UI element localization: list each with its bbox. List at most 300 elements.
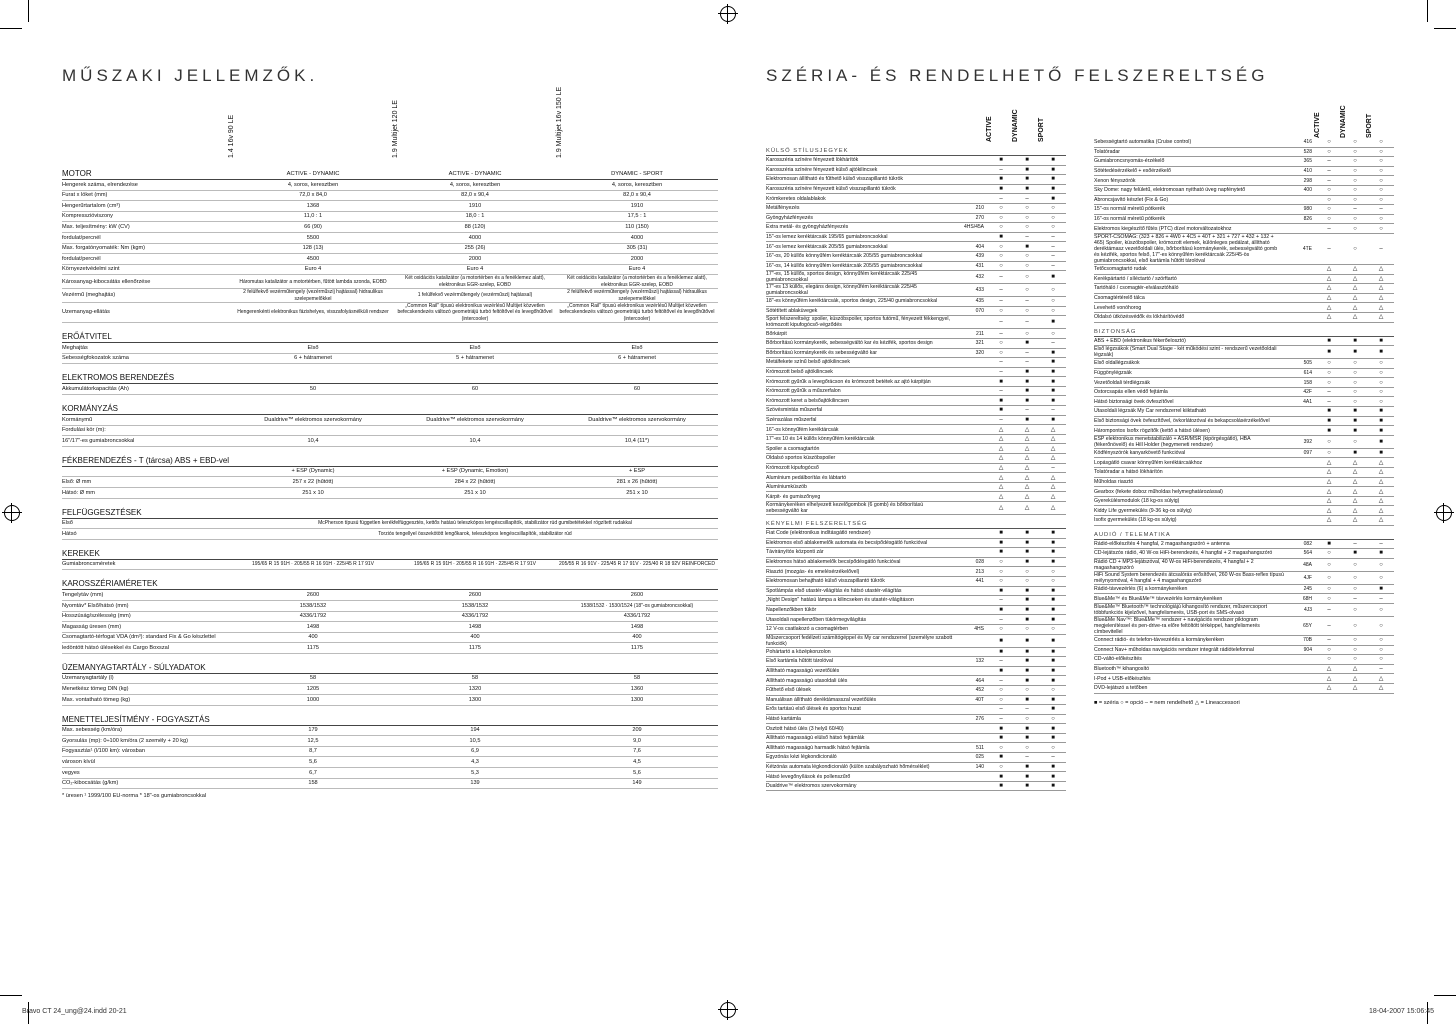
equipment-label: Sebességtartó automatika (Cruise control) [1094,139,1192,146]
spec-label: Gyorsulás (mp): 0÷100 km/óra (2 személy + 20 kg) [62,737,189,744]
option-code: 4TE [1302,245,1312,252]
spec-row [62,726,718,737]
availability-dynamic: △ [1352,517,1358,524]
equipment-row [766,387,1066,397]
availability-sport: ■ [1379,337,1383,344]
availability-sport: ○ [1051,626,1055,633]
availability-active: – [1327,168,1331,175]
availability-dynamic: ○ [1353,606,1357,613]
equipment-row [766,358,1066,368]
availability-dynamic: ○ [1353,637,1357,644]
spec-row [62,633,718,644]
equipment-label: Csomagtértérelő tálca [1094,295,1145,302]
availability-sport: ○ [1379,646,1383,653]
availability-dynamic: ■ [1025,773,1029,780]
option-code: 511 [976,744,984,751]
equipment-row [766,763,1066,773]
availability-dynamic: ■ [1025,176,1029,183]
option-code: 42F [1303,389,1312,396]
spec-value: 4000 [630,234,644,241]
option-code: 213 [975,568,984,575]
equipment-label: Szövésmintás műszerfal [766,407,823,414]
spec-column-header: ACTIVE - DYNAMIC [448,171,502,177]
equipment-row [766,635,1066,648]
availability-active: ■ [999,539,1003,546]
availability-dynamic: ○ [1025,568,1029,575]
equipment-label: Krómozott kipufogócső [766,464,819,471]
availability-dynamic: ■ [1025,597,1029,604]
spec-value: Euro 4 [628,266,646,273]
availability-dynamic: ○ [1353,158,1357,165]
equipment-row [766,596,1066,606]
equipment-row [766,396,1066,406]
availability-active: – [999,677,1003,684]
spec-value: 66 (90) [304,223,322,230]
availability-active: ○ [1327,206,1331,213]
spec-value: 11,0 : 1 [303,213,323,220]
availability-active: ○ [1327,550,1331,557]
availability-sport: ○ [1051,205,1055,212]
crop-mark [0,28,22,29]
availability-active: ○ [999,243,1003,250]
availability-active: △ [1326,685,1332,692]
equipment-row [766,349,1066,359]
equipment-label: Oldalsó ütközésvédők és lökhárítóvédő [1094,314,1185,321]
equipment-row [766,483,1066,493]
equipment-row [766,307,1066,317]
equipment-row [766,734,1066,744]
availability-active: ○ [999,205,1003,212]
equipment-row [1094,655,1394,665]
availability-active: △ [1326,488,1332,495]
spec-label: Hátsó [62,530,77,537]
availability-sport: – [1051,243,1055,250]
spec-value: 4, soros, keresztben [287,181,339,188]
spec-row [62,275,718,289]
availability-sport: ○ [1379,216,1383,223]
availability-dynamic: ■ [1025,186,1029,193]
spec-footnote: * üresen ¹ 1999/100 EU-norma * 18"-os gumiabroncsokkal [62,793,207,800]
spec-row [62,303,718,323]
availability-dynamic: – [1025,298,1029,305]
equipment-row [766,233,1066,243]
availability-active: – [1327,398,1331,405]
availability-dynamic: – [1025,349,1029,356]
availability-dynamic: ■ [1025,735,1029,742]
availability-sport: △ [1050,474,1056,481]
availability-dynamic: △ [1024,464,1030,471]
availability-sport: – [1051,754,1055,761]
equipment-row [1094,585,1394,595]
availability-dynamic: ■ [1025,559,1029,566]
availability-sport: ■ [1051,368,1055,375]
availability-active: ■ [999,725,1003,732]
equipment-row [766,587,1066,597]
availability-active: – [1327,622,1331,629]
availability-dynamic: ■ [1353,427,1357,434]
equipment-row [766,454,1066,464]
spec-value: 17,5 : 1 [627,213,647,220]
option-code: 070 [975,308,984,315]
availability-sport: △ [1050,455,1056,462]
availability-dynamic: ■ [1025,677,1029,684]
availability-active: ○ [1327,656,1331,663]
spec-value: 18,0 : 1 [465,213,485,220]
equipment-row [766,252,1066,262]
availability-active: △ [1326,459,1332,466]
equipment-label: ABS + EBD (elektronikus fékerőelosztó) [1094,337,1186,344]
option-code: 210 [975,205,984,212]
option-code: 132 [975,658,984,665]
spec-value: 400 [632,634,642,641]
option-code: 404 [975,243,984,250]
equipment-label: Connect Nav+ műholdas navigációs rendszer integrált rádiótelefonnal [1094,646,1254,653]
availability-dynamic: ○ [1025,715,1029,722]
spec-value: 158 [308,780,318,787]
equipment-label: 18"-es könnyűfém keréktárcsák, sportos design, 225/40 gumiabroncsokkal [766,298,938,305]
equipment-row [766,204,1066,214]
availability-sport: ■ [1051,559,1055,566]
equipment-table-left [766,92,1066,791]
equipment-label: „Night Design" hatású lámpa a kilincseken és utastér-világításon [766,597,914,604]
availability-sport: – [1051,464,1055,471]
availability-dynamic: △ [1352,295,1358,302]
availability-dynamic: – [1025,359,1029,366]
availability-dynamic: ○ [1353,622,1357,629]
spec-label: Furat x löket (mm) [62,192,108,199]
spec-row [62,736,718,747]
availability-dynamic: ○ [1025,578,1029,585]
availability-dynamic: ○ [1353,438,1357,445]
equipment-label: Gumiabroncsnyomás-érzékelő [1094,158,1165,165]
availability-sport: ■ [1051,668,1055,675]
availability-dynamic: △ [1352,675,1358,682]
availability-sport: ■ [1051,359,1055,366]
availability-dynamic: △ [1352,304,1358,311]
availability-dynamic: △ [1024,436,1030,443]
availability-dynamic: ○ [1353,245,1357,252]
registration-mark [720,6,736,22]
spec-value: 284 x 22 (hűtött) [454,478,496,485]
availability-active: △ [998,436,1004,443]
spec-value: 5500 [306,234,320,241]
availability-dynamic: ■ [1025,763,1029,770]
spec-value: 2600 [468,591,482,598]
equipment-label: Sky Dome: nagy felületű, elektromosan nyitható üveg napfénytető [1094,187,1246,194]
spec-row [62,191,718,202]
availability-active: ○ [999,559,1003,566]
equipment-row [766,782,1066,792]
availability-active: ○ [999,744,1003,751]
availability-sport: △ [1378,517,1384,524]
spec-value: 4,3 [471,759,479,766]
availability-dynamic: ■ [1025,587,1029,594]
spec-value: 2 felülfekvő vezérműtengely (vezérműszíj hajtással) hidraulikus szelepemelőkkel [243,289,383,302]
equipment-row [1094,148,1394,158]
equipment-row [1094,449,1394,459]
spec-row [62,560,718,571]
equipment-label: Állítható magasságú harmadik hátsó fejtámla [766,744,870,751]
availability-sport: ○ [1051,687,1055,694]
availability-dynamic: ○ [1353,586,1357,593]
spec-label: fordulat/percnél [62,234,101,241]
availability-sport: ■ [1051,549,1055,556]
option-code: 441 [975,578,984,585]
spec-value: 195/65 R 15 91H · 205/55 R 16 91H · 225/45 R 17 91V [413,561,537,568]
equipment-label: 16"-os lemez keréktárcsák 205/55 gumiabroncsokkal [766,243,888,250]
spec-column-header: DYNAMIC - SPORT [611,171,663,177]
spec-value: 149 [632,780,642,787]
equipment-label: Műszercsoport fedélzeti számítógéppel és My car rendszerrel (személyre szabott funkciók) [766,634,953,647]
spec-value: 6 + hátramenet [294,355,332,362]
availability-dynamic: △ [1352,285,1358,292]
availability-dynamic: △ [1352,314,1358,321]
availability-dynamic: ○ [1353,216,1357,223]
spec-label: Üzemanyag-ellátás [62,309,110,316]
availability-sport: ○ [1051,578,1055,585]
spec-label: Fordulási kör (m): [62,427,106,434]
registration-mark [720,1002,736,1018]
engine-column-3: 1.9 Multijet 16v 150 LE [556,86,563,158]
equipment-label: Krómozott belső ajtókilincsek [766,368,833,375]
option-code: 4A1 [1303,398,1312,405]
availability-dynamic: ■ [1353,337,1357,344]
equipment-row [766,368,1066,378]
spec-value: 400 [308,634,318,641]
spec-value: 1320 [468,686,482,693]
availability-sport: ■ [1051,349,1055,356]
option-code: 4HS/45A [963,224,984,231]
equipment-label: Spoiler a csomagtartón [766,445,820,452]
equipment-row [1094,572,1394,585]
spec-label: ledöntött hátsó ülésekkel és Cargo Boxszal [62,644,169,651]
spec-value: 128 (13) [302,245,324,252]
spec-label: Károsanyag-kibocsátás ellenőrzése [62,278,151,285]
spec-value: 8,7 [309,748,317,755]
availability-dynamic: △ [1024,505,1030,511]
availability-active: ○ [999,224,1003,231]
option-code: 48A [1303,561,1312,568]
availability-sport: △ [1050,436,1056,443]
legend: ■ = széria ○ = opció – = nem rendelhető △ = Lineaccessori [1094,699,1240,706]
spec-value: 1498 [468,623,482,630]
availability-sport: △ [1378,304,1384,311]
availability-sport: ■ [1051,773,1055,780]
availability-sport: ○ [1379,622,1383,629]
spec-row [62,343,718,354]
availability-dynamic: ○ [1353,398,1357,405]
equipment-row [766,473,1066,483]
availability-active: – [999,416,1003,423]
availability-dynamic: ○ [1353,148,1357,155]
spec-label: Fogyasztás¹ (l/100 km): városban [62,748,146,755]
equipment-label: Hátsó levegőnyílások és pollenszűrő [766,773,851,780]
spec-value: 1205 [306,686,320,693]
spec-value: 195/65 R 15 91H · 205/55 R 16 91H · 225/45 R 17 91V [251,561,375,568]
spec-value: „Common Rail" típusú elektronikus vezérlésű Multijet közvetlen befecskendezés változó geometriájú turbó feltöltővel és levegőhűtővel (intercooler) [397,302,553,322]
equipment-label: Abroncsjavító készlet (Fix & Go) [1094,196,1169,203]
equipment-label: Erős tartású első ülések és sportos huzat [766,706,861,713]
spec-row [62,212,718,223]
equipment-row [766,648,1066,658]
availability-active: ○ [999,568,1003,575]
availability-dynamic: ■ [1025,607,1029,614]
availability-active: ■ [999,754,1003,761]
availability-dynamic: △ [1352,498,1358,505]
spec-section-title: MOTOR ACTIVE - DYNAMIC ACTIVE - DYNAMIC DYNAMIC - SPORT [62,169,718,180]
spec-row [62,488,718,499]
availability-sport: ■ [1051,157,1055,164]
availability-dynamic: ○ [1353,389,1357,396]
availability-active: ○ [1327,360,1331,367]
spec-value: 4336/1792 [299,613,327,620]
availability-dynamic: ○ [1025,274,1029,281]
spec-value: 5 + hátramenet [456,355,494,362]
spec-value: 5,6 [633,769,641,776]
availability-dynamic: ■ [1025,166,1029,173]
slug-right: 18-04-2007 15:06:45 [1369,1008,1434,1015]
equipment-row [766,316,1066,329]
equipment-row [766,435,1066,445]
spec-label: Magasság üresen (mm) [62,623,122,630]
equipment-label: Extra metál- és gyöngyházfényezés [766,224,849,231]
spec-value: 1910 [468,202,482,209]
equipment-label: 12 V-os csatlakozó a csomagtérben [766,626,849,633]
option-code: 211 [976,330,984,337]
equipment-label: Sport felszereltség: spoiler, küszöbspoiler, sportos futómű, fényezett fékkengyel, krómozott kipufogócső-végződés [766,316,950,329]
availability-dynamic: ○ [1025,330,1029,337]
spec-value: 1368 [306,202,320,209]
spec-row [62,684,718,695]
availability-active: – [1327,245,1331,252]
equipment-row [766,772,1066,782]
availability-sport: ○ [1051,330,1055,337]
availability-dynamic: ○ [1353,369,1357,376]
availability-dynamic: ○ [1025,262,1029,269]
equipment-row [766,297,1066,307]
availability-sport: △ [1378,685,1384,692]
availability-sport: △ [1378,478,1384,485]
equipment-row [1094,294,1394,304]
spec-label: Környezetvédelmi szint [62,266,120,273]
spec-value: + ESP [628,468,645,475]
availability-active: ■ [999,176,1003,183]
equipment-label: Karosszéria színére fényezett lökhárítók [766,157,859,164]
equipment-label: Állítható magasságú utasoldali ülés [766,677,848,684]
availability-active: ■ [999,668,1003,675]
spec-value: 1 felülfekvő vezérműtengely (vezérműszíj hajtással) [417,292,533,299]
equipment-row [1094,497,1394,507]
spec-row [62,601,718,612]
spec-row [62,426,718,437]
spec-value: Első [469,344,481,351]
equipment-label: Fűthető első ülések [766,687,811,694]
availability-active: ■ [999,783,1003,790]
equipment-row [1094,516,1394,526]
availability-dynamic: – [1025,407,1029,414]
availability-active: ○ [999,349,1003,356]
availability-dynamic: ○ [1353,196,1357,203]
availability-dynamic: ■ [1025,668,1029,675]
equipment-body-left [766,147,1066,791]
availability-sport: △ [1378,285,1384,292]
equipment-label: Levehető vonóhorog [1094,304,1142,311]
equipment-row [766,529,1066,539]
spec-label: Kompresszióviszony [62,213,113,220]
availability-sport: ■ [1051,397,1055,404]
equipment-label: Kárpit- és gumiszőnyeg [766,493,821,500]
equipment-label: Első biztonsági övek övfeszítővel, övkorlátozóval és bekapcsolásérzékelővel [1094,417,1270,424]
option-code: 158 [1303,379,1312,386]
availability-sport: – [1051,262,1055,269]
equipment-label: Dualdrive™ elektromos szervokormány [766,783,857,790]
availability-active: △ [1326,275,1332,282]
option-code: 70B [1303,637,1312,644]
option-code: 028 [975,559,984,566]
availability-active: – [999,368,1003,375]
spec-value: 4,5 [633,759,641,766]
equipment-row [1094,407,1394,417]
availability-dynamic: – [1353,595,1357,602]
spec-label: Csomagtartó-térfogat VDA (dm³): standard Fix & Go készlettel [62,634,216,641]
equipment-label: 16"-os, 20 küllős könnyűfém keréktárcsák 205/55 gumiabroncsokkal [766,253,923,260]
equipment-label: Pohártartó a középkonzolon [766,648,831,655]
equipment-row [1094,665,1394,675]
option-code: 528 [1303,148,1312,155]
spec-value: 400 [470,634,480,641]
spec-value: 4, soros, keresztben [611,181,663,188]
availability-dynamic: – [1025,234,1029,241]
spec-row [62,384,718,395]
option-code: 4J3 [1303,606,1312,613]
availability-dynamic: △ [1352,666,1358,673]
equipment-label: Kormánykeréken elhelyezett kezelőgombok (6 gomb) és bőrborítású sebességváltó kar [766,502,924,514]
equipment-label: Kétzónás automata légkondicionáló (külön szabályozható hőmérséklet) [766,763,930,770]
availability-dynamic: ■ [1025,397,1029,404]
spec-value: 60 [471,385,479,392]
spec-row [62,674,718,685]
availability-sport: ○ [1379,177,1383,184]
availability-active: ○ [1327,148,1331,155]
equipment-row [1094,487,1394,497]
spec-value: 305 (31) [626,245,648,252]
spec-value: 4500 [306,255,320,262]
equipment-row [1094,417,1394,427]
spec-row [62,757,718,768]
availability-active: △ [998,426,1004,433]
equipment-label: Metálfényezés [766,205,800,212]
availability-dynamic: ○ [1353,177,1357,184]
equipment-row [766,377,1066,387]
spec-label: CO₂-kibocsátás (g/km) [62,780,119,787]
spec-value: 1538/1532 [461,602,489,609]
spec-label: fordulat/percnél [62,255,101,262]
availability-sport: △ [1378,459,1384,466]
availability-dynamic: ○ [1353,168,1357,175]
availability-dynamic: ○ [1353,646,1357,653]
equipment-row [766,657,1066,667]
availability-active: – [1327,637,1331,644]
equipment-label: Karosszéria színére fényezett külső ajtókilincsek [766,166,878,173]
availability-dynamic: ■ [1353,450,1357,457]
spec-value: 251 x 10 [626,489,648,496]
equipment-label: Bluetooth™ kihangosító [1094,666,1150,673]
equipment-label: Egyzónás kézi légkondicionáló [766,754,837,761]
spec-section-title: KAROSSZÉRIAMÉRETEK [62,579,718,590]
availability-dynamic: ■ [1025,388,1029,395]
availability-sport: ■ [1051,725,1055,732]
crop-mark [1434,28,1456,29]
